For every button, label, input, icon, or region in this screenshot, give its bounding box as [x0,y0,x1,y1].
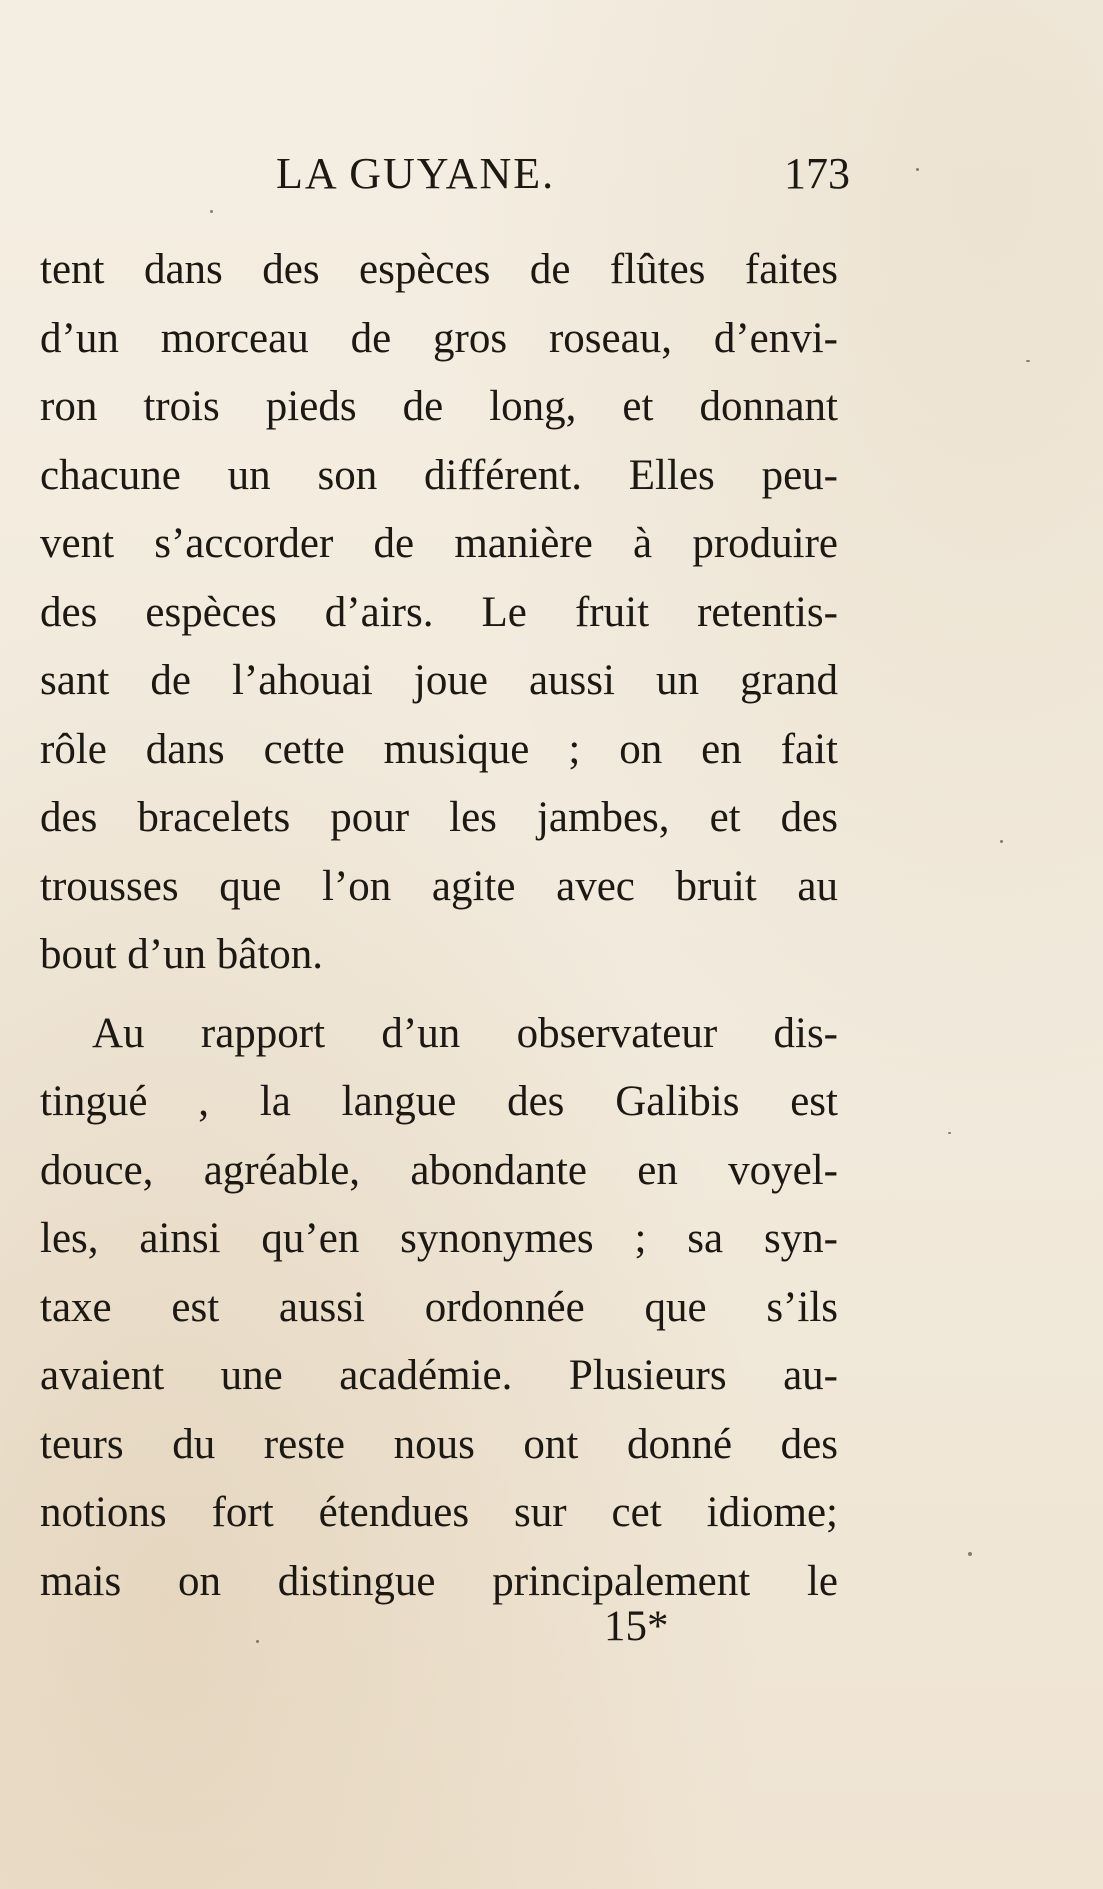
ink-speck [1000,840,1003,843]
page-number: 173 [784,149,850,198]
ink-speck [1026,360,1030,362]
text-line: Au rapport d’un observateur dis- [92,1009,838,1057]
paragraph-gap [40,990,838,1000]
paragraph [40,236,838,990]
text-line: trousses que l’on agite avec bruit au [40,862,838,910]
text-line: des bracelets pour les jambes, et des [40,794,838,841]
ink-speck [916,168,919,171]
text-line: douce, agréable, abondante en voyel- [40,1146,838,1194]
text-line: taxe est aussi ordonnée que s’ils [40,1283,838,1331]
page-header [40,148,850,208]
ink-speck [968,1552,972,1556]
text-line: tent dans des espèces de flûtes faites [40,246,838,293]
signature-mark: 15* [604,1603,669,1650]
text-line: rôle dans cette musique ; on en fait [40,725,838,773]
text-line: les, ainsi qu’en synonymes ; sa syn- [40,1215,838,1262]
ink-speck [256,1640,259,1643]
text-line: vent s’accorder de manière à produire [40,520,838,567]
body-text [40,236,838,1616]
text-line: mais on distingue principalement le [40,1557,838,1605]
ink-speck [210,210,213,213]
paragraph [40,1000,838,1617]
text-line: avaient une académie. Plusieurs au- [40,1352,838,1399]
text-line: chacune un son différent. Elles peu- [40,451,838,499]
text-line: d’un morceau de gros roseau, d’envi- [40,314,838,362]
text-line: ron trois pieds de long, et donnant [40,383,838,430]
text-line: sant de l’ahouai joue aussi un grand [40,657,838,704]
text-line: teurs du reste nous ont donné des [40,1420,838,1468]
text-line: notions fort étendues sur cet idiome; [40,1489,838,1536]
text-line: tingué , la langue des Galibis est [40,1078,838,1125]
text-line: des espèces d’airs. Le fruit retentis- [40,588,838,636]
ink-speck [948,1132,951,1134]
text-line: bout d’un bâton. [40,931,324,978]
running-title: LA GUYANE. [276,149,556,198]
